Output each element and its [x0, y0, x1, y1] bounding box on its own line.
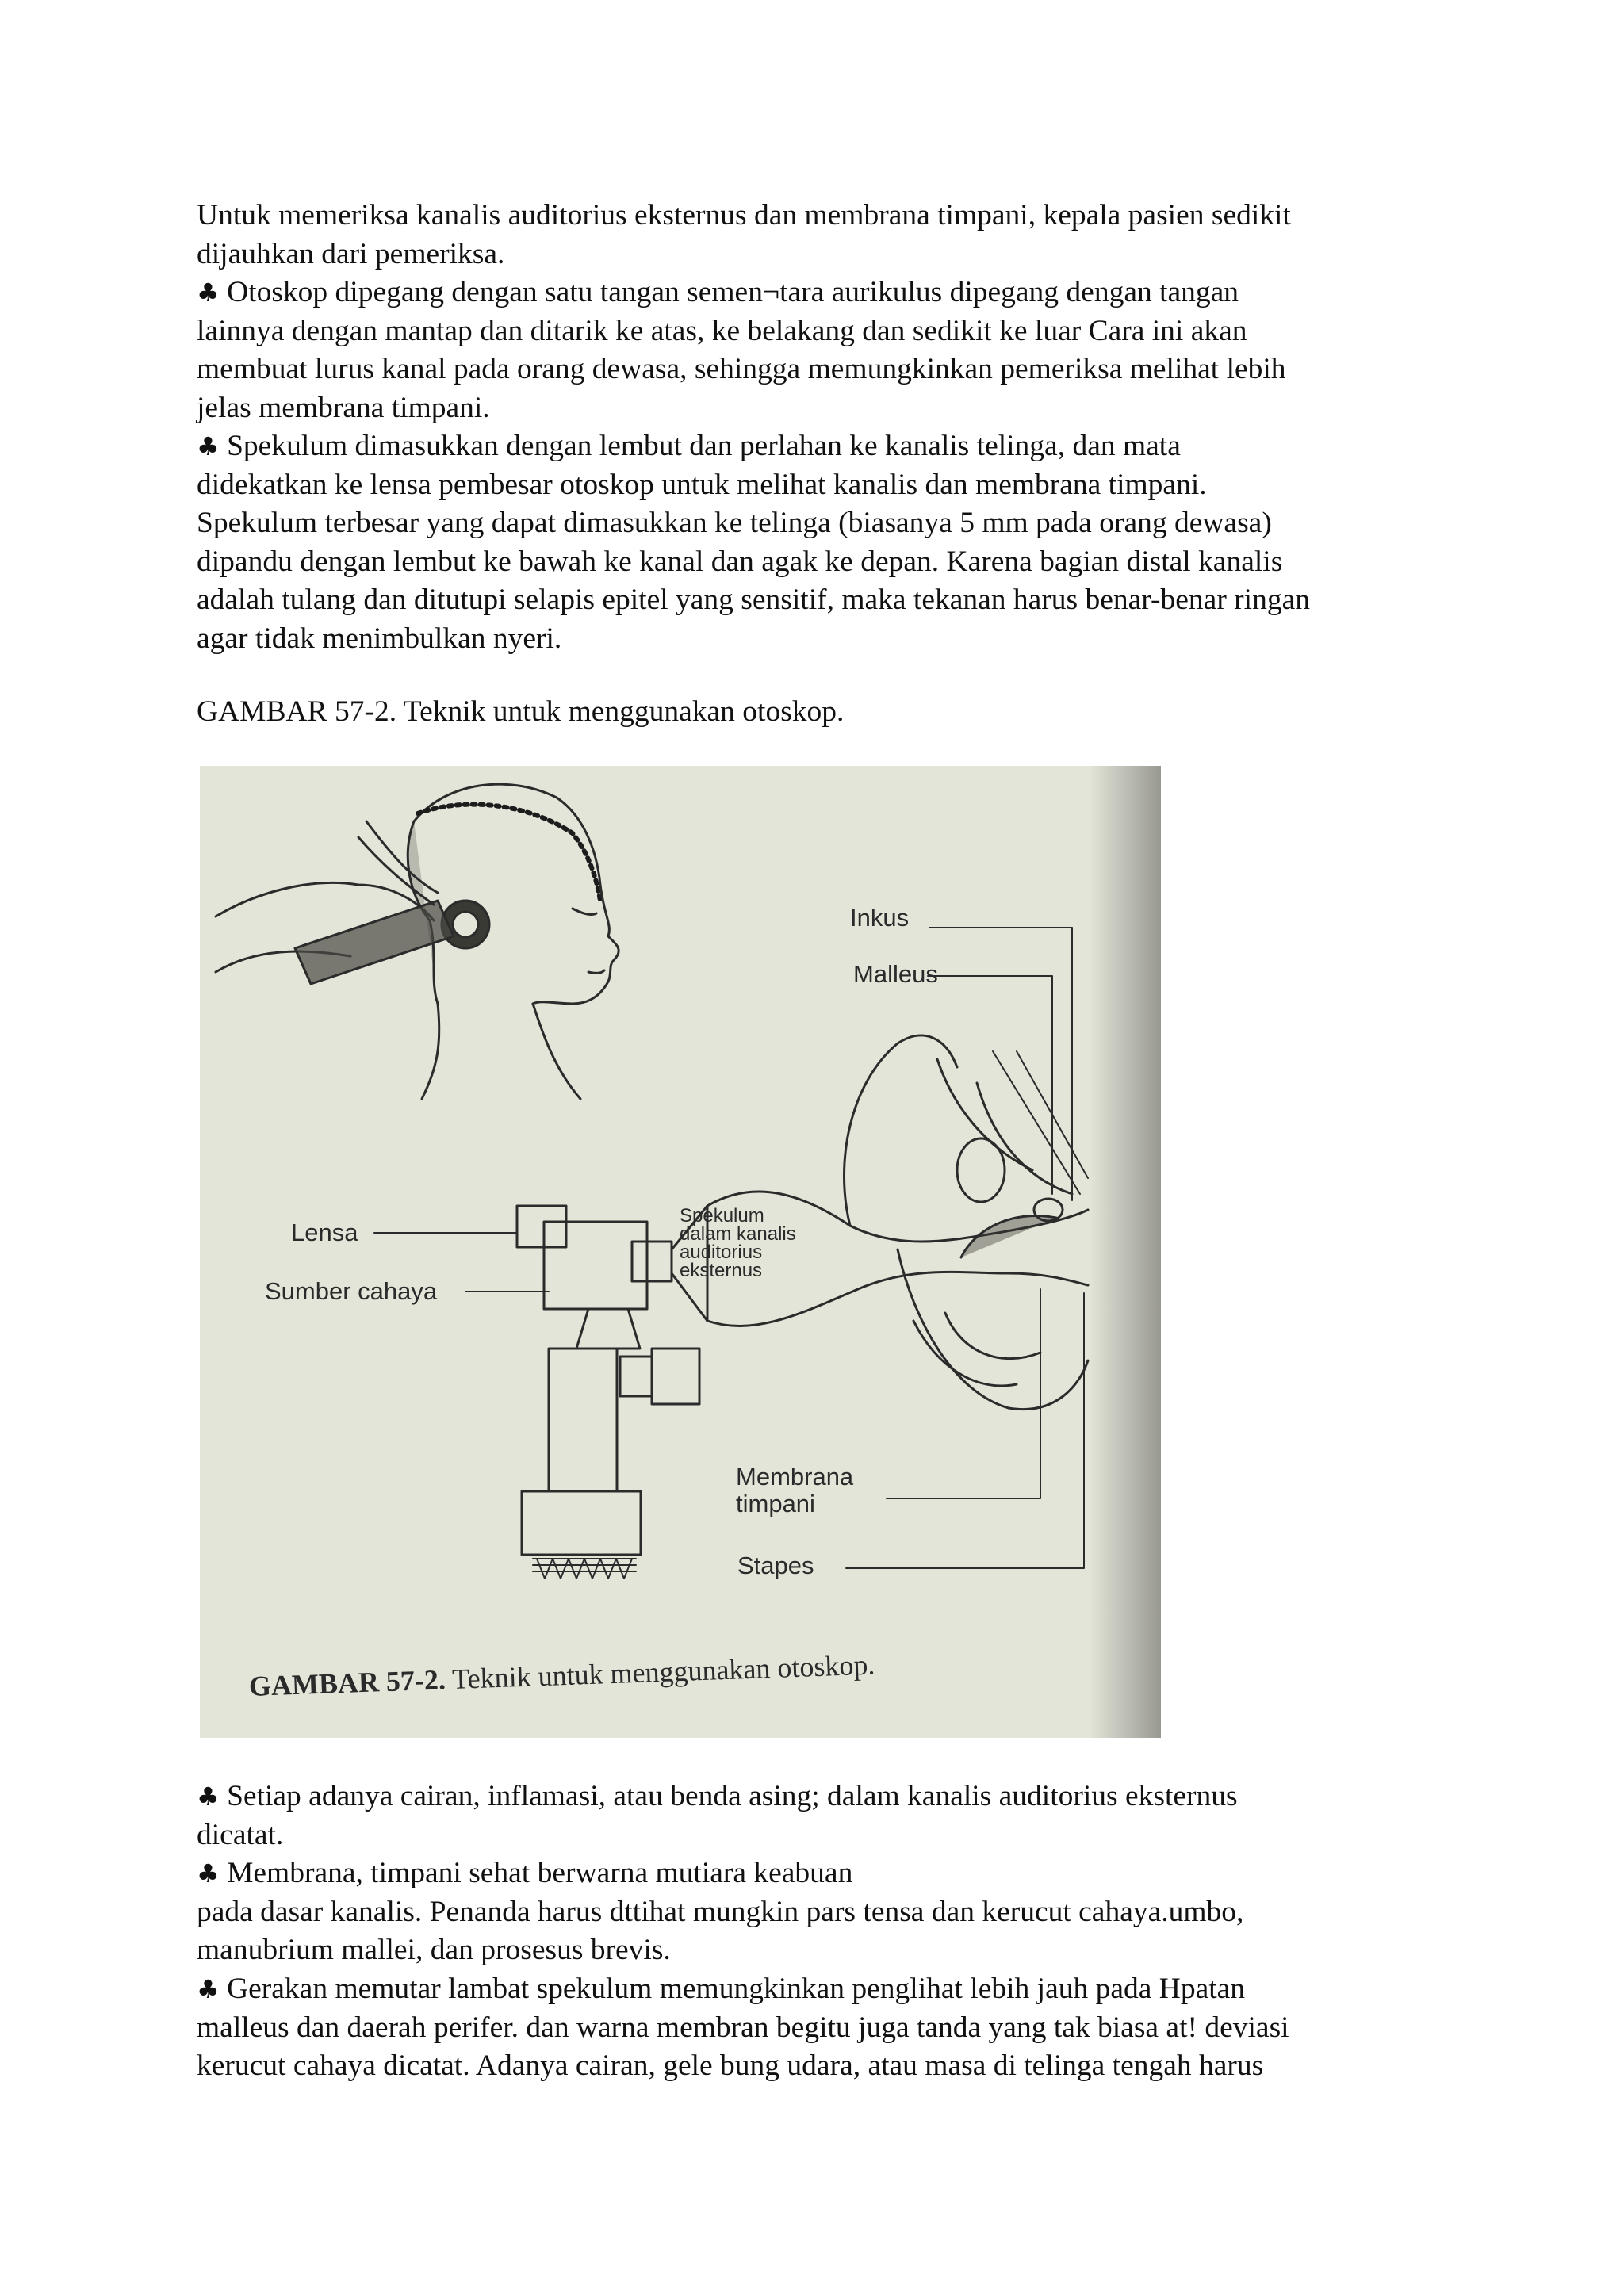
text-line: membuat lurus kanal pada orang dewasa, sehingga memungkinkan pemeriksa melihat lebih [197, 353, 1286, 385]
text-line: dipandu dengan lembut ke bawah ke kanal dan agak ke depan. Karena bagian distal kanalis [197, 545, 1283, 578]
text-line: Gerakan memutar lambat spekulum memungkinkan penglihat lebih jauh pada Hpatan [219, 1973, 1246, 2005]
club-bullet-icon: ♣ [197, 431, 220, 461]
label-spekulum: eksternus [680, 1260, 763, 1281]
paragraph-otoskop [197, 274, 1450, 427]
text-line: adalah tulang dan ditutupi selapis epitel yang sensitif, maka tekanan harus benar-benar ringan [197, 584, 1310, 616]
figure-caption: GAMBAR 57-2. Teknik untuk menggunakan otoskop. [248, 1648, 875, 1702]
text-line: lainnya dengan mantap dan ditarik ke atas, ke belakang dan sedikit ke luar Cara ini akan [197, 314, 1247, 347]
text-line: pada dasar kanalis. Penanda harus dttihat mungkin pars tensa dan kerucut cahaya.umbo, [197, 1895, 1244, 1928]
otoscope-figure [200, 766, 1161, 1738]
paragraph-cairan [197, 1777, 1450, 1854]
text-line: Untuk memeriksa kanalis auditorius eksternus dan membrana timpani, kepala pasien sedikit [197, 199, 1291, 232]
label-spekulum: dalam kanalis [680, 1223, 796, 1245]
text-line: dicatat. [197, 1818, 284, 1851]
club-bullet-icon: ♣ [197, 1858, 220, 1888]
figure-title: GAMBAR 57-2. Teknik untuk menggunakan otoskop. [197, 695, 845, 728]
paragraph-membrana [197, 1854, 1450, 1970]
label-lensa: Lensa [291, 1219, 358, 1246]
text-line: Membrana, timpani sehat berwarna mutiara keabuan [219, 1857, 853, 1889]
text-line: Spekulum dimasukkan dengan lembut dan perlahan ke kanalis telinga, dan mata [219, 430, 1181, 462]
label-stapes: Stapes [737, 1552, 814, 1579]
label-malleus: Malleus [853, 960, 938, 988]
club-bullet-icon: ♣ [197, 1974, 220, 2004]
paragraph-gerakan [197, 1970, 1450, 2086]
text-line: Setiap adanya cairan, inflamasi, atau benda asing; dalam kanalis auditorius eksternus [219, 1780, 1238, 1812]
paragraph-intro [197, 197, 1450, 274]
text-line: malleus dan daerah perifer. dan warna membran begitu juga tanda yang tak biasa at! deviasi [197, 2011, 1289, 2044]
text-line: dijauhkan dari pemeriksa. [197, 237, 505, 270]
club-bullet-icon: ♣ [197, 1781, 220, 1812]
label-spekulum: auditorius [680, 1242, 763, 1263]
text-line: agar tidak menimbulkan nyeri. [197, 622, 562, 655]
label-sumber-cahaya: Sumber cahaya [265, 1277, 438, 1305]
scan-shadow [1090, 766, 1161, 1738]
text-line: Spekulum terbesar yang dapat dimasukkan ke telinga (biasanya 5 mm pada orang dewasa) [197, 507, 1272, 539]
text-line: didekatkan ke lensa pembesar otoskop untuk melihat kanalis dan membrana timpani. [197, 468, 1207, 501]
label-spekulum: Spekulum [680, 1205, 764, 1226]
club-bullet-icon: ♣ [197, 277, 220, 308]
label-membrana: Membrana [736, 1463, 854, 1490]
label-inkus: Inkus [850, 904, 910, 932]
text-line: Otoskop dipegang dengan satu tangan semen¬tara aurikulus dipegang dengan tangan [219, 276, 1239, 308]
text-line: kerucut cahaya dicatat. Adanya cairan, gele bung udara, atau masa di telinga tengah harus [197, 2049, 1264, 2082]
paragraph-spekulum [197, 427, 1450, 658]
text-line: manubrium mallei, dan prosesus brevis. [197, 1934, 671, 1966]
label-membrana: timpani [736, 1490, 815, 1517]
text-line: jelas membrana timpani. [197, 391, 490, 424]
